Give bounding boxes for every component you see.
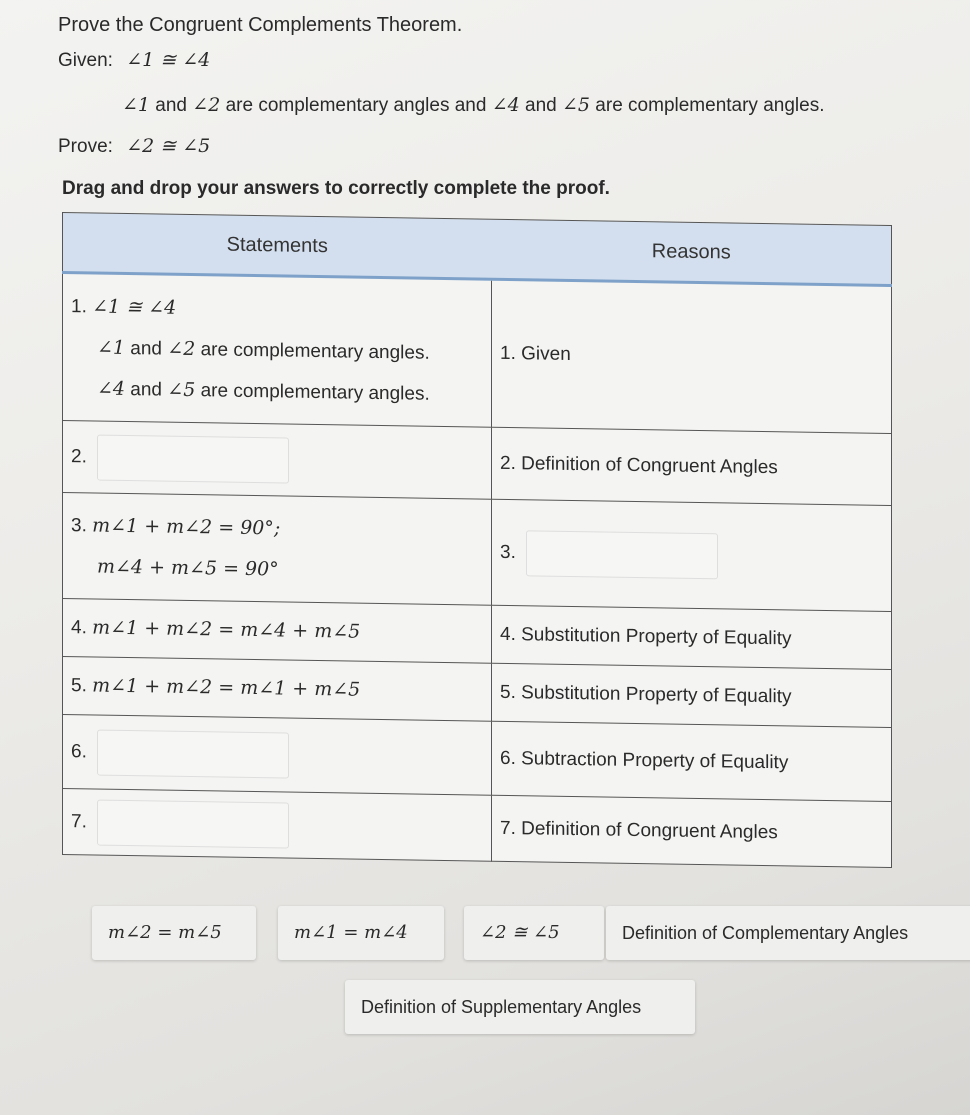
answer-tile-def-complementary[interactable]: Definition of Complementary Angles	[606, 906, 970, 960]
reasons-header: Reasons	[492, 219, 892, 285]
statement-3	[63, 493, 492, 606]
row-1-text-b: are complementary angles.	[195, 338, 430, 364]
given-complementary-line	[122, 94, 824, 117]
row-6-number: 6.	[71, 740, 87, 762]
row-1-and-c: and	[125, 378, 168, 401]
statement-2	[63, 421, 492, 500]
reason-4: 4. Substitution Property of Equality	[492, 605, 892, 669]
row-5-number: 5.	[71, 675, 87, 697]
statements-header: Statements	[63, 213, 492, 280]
row-5-statement: m∠1 + m∠2 = m∠1 + m∠5	[92, 674, 361, 701]
row-1-angle-1: ∠1	[97, 336, 126, 359]
row-4-statement: m∠1 + m∠2 = m∠4 + m∠5	[92, 616, 361, 643]
prove-line	[58, 135, 210, 158]
answer-tile-def-supplementary[interactable]: Definition of Supplementary Angles	[345, 980, 695, 1034]
row-3-number: 3.	[71, 514, 87, 536]
row-3-statement-b: m∠4 + m∠5 = 90°	[97, 555, 279, 580]
page-title: Prove the Congruent Complements Theorem.	[58, 14, 463, 36]
proof-row-3	[63, 493, 892, 612]
row-4-number: 4.	[71, 617, 87, 639]
row-1-number: 1.	[71, 295, 87, 317]
statement-4	[63, 599, 492, 664]
reason-6: 6. Subtraction Property of Equality	[492, 721, 892, 801]
statement-1	[63, 273, 492, 428]
reason-2: 2. Definition of Congruent Angles	[492, 427, 892, 505]
proof-row-2	[63, 421, 892, 506]
row-1-angle-5: ∠5	[167, 378, 196, 401]
statement-5	[63, 657, 492, 722]
row-1-and-a: and	[125, 337, 168, 360]
statement-2-drop-slot[interactable]	[97, 434, 289, 483]
statement-7	[63, 789, 492, 862]
given-angle-1: ∠1	[122, 94, 151, 116]
given-line	[58, 49, 210, 72]
given-angle-4: ∠4	[491, 94, 520, 116]
given-text-1: are complementary angles and	[220, 95, 492, 116]
proof-row-7	[63, 789, 892, 868]
proof-row-6	[63, 715, 892, 802]
prove-congruence: ∠2 ≅ ∠5	[126, 135, 211, 157]
statement-7-drop-slot[interactable]	[97, 799, 289, 848]
statement-6-drop-slot[interactable]	[97, 729, 289, 778]
row-1-statement-a: ∠1 ≅ ∠4	[92, 294, 177, 319]
reason-7: 7. Definition of Congruent Angles	[492, 795, 892, 867]
reason-1: 1. Given	[492, 279, 892, 433]
reason-3-drop-slot[interactable]	[526, 530, 718, 579]
answer-tile-m1-equals-m4[interactable]: m∠1 = m∠4	[278, 906, 444, 960]
instructions: Drag and drop your answers to correctly complete the proof.	[62, 178, 610, 199]
row-7-number: 7.	[71, 810, 87, 832]
proof-row-1	[63, 273, 892, 434]
reason-3-number: 3.	[500, 541, 516, 563]
row-1-angle-4: ∠4	[97, 377, 126, 400]
given-and-1: and	[150, 95, 193, 116]
reason-3	[492, 499, 892, 611]
given-angle-5: ∠5	[562, 94, 591, 116]
given-congruence: ∠1 ≅ ∠4	[126, 49, 211, 71]
row-2-number: 2.	[71, 445, 87, 467]
row-1-angle-2: ∠2	[167, 337, 196, 360]
answer-tile-angle2-congruent-angle5[interactable]: ∠2 ≅ ∠5	[464, 906, 604, 960]
prove-label: Prove:	[58, 136, 113, 157]
given-angle-2: ∠2	[192, 94, 221, 116]
statement-6	[63, 715, 492, 796]
row-3-statement-a: m∠1 + m∠2 = 90°;	[92, 513, 281, 539]
given-label: Given:	[58, 50, 113, 71]
reason-5: 5. Substitution Property of Equality	[492, 663, 892, 727]
row-1-text-c: are complementary angles.	[195, 379, 430, 405]
proof-table	[62, 212, 892, 868]
given-text-2: are complementary angles.	[590, 95, 825, 116]
answer-tile-m2-equals-m5[interactable]: m∠2 = m∠5	[92, 906, 256, 960]
given-and-2: and	[519, 95, 563, 116]
